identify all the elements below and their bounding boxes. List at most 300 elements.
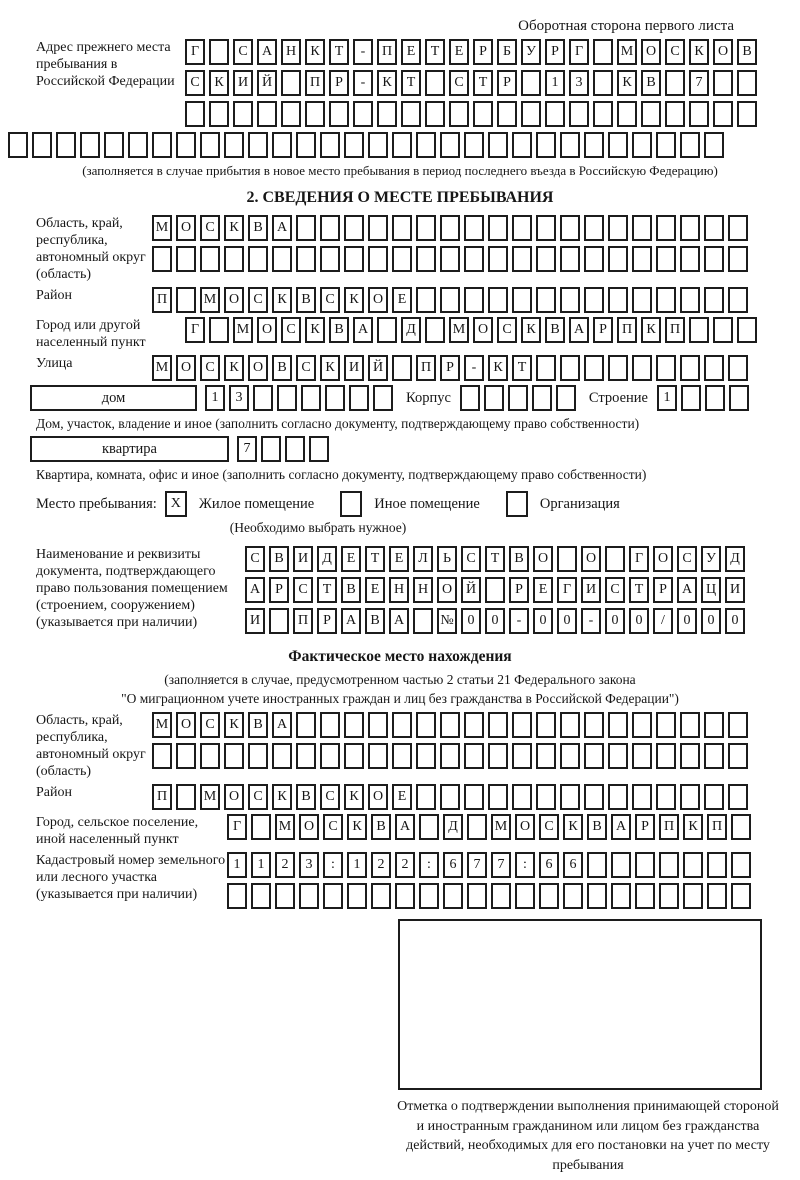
char-box[interactable]: Р xyxy=(329,70,349,96)
char-box[interactable] xyxy=(515,883,535,909)
char-box[interactable] xyxy=(536,215,556,241)
char-box[interactable]: 0 xyxy=(701,608,721,634)
char-box[interactable] xyxy=(641,101,661,127)
char-box[interactable] xyxy=(377,317,397,343)
house-type-box[interactable]: дом xyxy=(30,385,197,411)
char-box[interactable] xyxy=(560,132,580,158)
char-box[interactable] xyxy=(344,132,364,158)
char-box[interactable]: 7 xyxy=(689,70,709,96)
char-box[interactable] xyxy=(272,743,292,769)
char-box[interactable] xyxy=(200,246,220,272)
char-box[interactable]: Т xyxy=(512,355,532,381)
char-box[interactable]: К xyxy=(209,70,229,96)
char-box[interactable]: М xyxy=(152,215,172,241)
char-box[interactable] xyxy=(728,784,748,810)
char-box[interactable]: К xyxy=(224,712,244,738)
char-box[interactable]: В xyxy=(365,608,385,634)
char-box[interactable]: М xyxy=(449,317,469,343)
char-box[interactable] xyxy=(512,712,532,738)
char-box[interactable] xyxy=(539,883,559,909)
char-box[interactable] xyxy=(611,852,631,878)
char-box[interactable]: С xyxy=(200,215,220,241)
char-box[interactable] xyxy=(248,132,268,158)
char-box[interactable] xyxy=(704,287,724,313)
char-box[interactable] xyxy=(440,132,460,158)
char-box[interactable] xyxy=(560,355,580,381)
char-box[interactable]: М xyxy=(275,814,295,840)
char-box[interactable] xyxy=(731,814,751,840)
char-box[interactable]: М xyxy=(233,317,253,343)
char-box[interactable]: 1 xyxy=(657,385,677,411)
char-box[interactable]: К xyxy=(641,317,661,343)
char-box[interactable]: Н xyxy=(389,577,409,603)
char-box[interactable]: С xyxy=(185,70,205,96)
char-box[interactable] xyxy=(32,132,52,158)
char-box[interactable] xyxy=(392,246,412,272)
char-box[interactable] xyxy=(296,712,316,738)
char-box[interactable]: / xyxy=(653,608,673,634)
char-box[interactable] xyxy=(325,385,345,411)
char-box[interactable] xyxy=(392,355,412,381)
char-box[interactable]: К xyxy=(305,317,325,343)
char-box[interactable] xyxy=(587,883,607,909)
char-box[interactable] xyxy=(368,132,388,158)
char-box[interactable] xyxy=(556,385,576,411)
char-box[interactable]: А xyxy=(272,712,292,738)
char-box[interactable]: К xyxy=(224,355,244,381)
char-box[interactable] xyxy=(347,883,367,909)
char-box[interactable]: Р xyxy=(473,39,493,65)
char-box[interactable] xyxy=(632,246,652,272)
char-box[interactable]: К xyxy=(617,70,637,96)
char-box[interactable]: 3 xyxy=(569,70,589,96)
char-box[interactable]: 1 xyxy=(251,852,271,878)
char-box[interactable]: Е xyxy=(341,546,361,572)
char-box[interactable]: А xyxy=(272,215,292,241)
char-box[interactable]: 0 xyxy=(557,608,577,634)
char-box[interactable] xyxy=(584,215,604,241)
char-box[interactable]: В xyxy=(545,317,565,343)
char-box[interactable]: У xyxy=(701,546,721,572)
char-box[interactable] xyxy=(80,132,100,158)
char-box[interactable]: 0 xyxy=(677,608,697,634)
char-box[interactable] xyxy=(689,317,709,343)
apartment-type-box[interactable]: квартира xyxy=(30,436,229,462)
char-box[interactable]: В xyxy=(272,355,292,381)
char-box[interactable] xyxy=(593,101,613,127)
char-box[interactable] xyxy=(449,101,469,127)
char-box[interactable] xyxy=(704,132,724,158)
char-box[interactable] xyxy=(728,743,748,769)
char-box[interactable] xyxy=(281,70,301,96)
char-box[interactable] xyxy=(584,246,604,272)
char-box[interactable] xyxy=(632,132,652,158)
char-box[interactable]: С xyxy=(677,546,697,572)
char-box[interactable] xyxy=(635,852,655,878)
char-box[interactable] xyxy=(536,246,556,272)
char-box[interactable] xyxy=(608,287,628,313)
char-box[interactable] xyxy=(536,784,556,810)
char-box[interactable] xyxy=(632,355,652,381)
char-box[interactable]: О xyxy=(581,546,601,572)
char-box[interactable]: О xyxy=(641,39,661,65)
char-box[interactable]: П xyxy=(152,784,172,810)
char-box[interactable]: В xyxy=(269,546,289,572)
char-box[interactable]: С xyxy=(248,287,268,313)
char-box[interactable] xyxy=(176,743,196,769)
char-box[interactable]: Т xyxy=(473,70,493,96)
char-box[interactable] xyxy=(296,743,316,769)
char-box[interactable] xyxy=(488,712,508,738)
char-box[interactable]: О xyxy=(299,814,319,840)
char-box[interactable] xyxy=(704,712,724,738)
char-box[interactable] xyxy=(344,712,364,738)
char-box[interactable] xyxy=(488,246,508,272)
char-box[interactable] xyxy=(371,883,391,909)
char-box[interactable] xyxy=(440,215,460,241)
char-box[interactable] xyxy=(272,246,292,272)
char-box[interactable] xyxy=(689,101,709,127)
char-box[interactable]: 3 xyxy=(299,852,319,878)
char-box[interactable] xyxy=(635,883,655,909)
char-box[interactable]: Д xyxy=(443,814,463,840)
char-box[interactable] xyxy=(464,712,484,738)
char-box[interactable]: - xyxy=(464,355,484,381)
char-box[interactable]: П xyxy=(665,317,685,343)
char-box[interactable] xyxy=(584,287,604,313)
char-box[interactable]: О xyxy=(176,215,196,241)
char-box[interactable]: 6 xyxy=(563,852,583,878)
char-box[interactable]: 0 xyxy=(485,608,505,634)
char-box[interactable]: В xyxy=(329,317,349,343)
char-box[interactable] xyxy=(536,355,556,381)
char-box[interactable]: С xyxy=(605,577,625,603)
char-box[interactable] xyxy=(704,743,724,769)
char-box[interactable]: В xyxy=(509,546,529,572)
char-box[interactable] xyxy=(443,883,463,909)
char-box[interactable] xyxy=(632,287,652,313)
char-box[interactable] xyxy=(659,883,679,909)
char-box[interactable]: Р xyxy=(269,577,289,603)
char-box[interactable] xyxy=(536,743,556,769)
char-box[interactable] xyxy=(320,215,340,241)
char-box[interactable] xyxy=(251,814,271,840)
char-box[interactable] xyxy=(656,712,676,738)
char-box[interactable]: С xyxy=(200,712,220,738)
char-box[interactable] xyxy=(416,712,436,738)
char-box[interactable] xyxy=(320,743,340,769)
char-box[interactable] xyxy=(560,287,580,313)
char-box[interactable]: Р xyxy=(653,577,673,603)
char-box[interactable] xyxy=(560,246,580,272)
char-box[interactable] xyxy=(728,355,748,381)
char-box[interactable] xyxy=(301,385,321,411)
char-box[interactable]: Н xyxy=(413,577,433,603)
char-box[interactable] xyxy=(536,712,556,738)
char-box[interactable] xyxy=(176,287,196,313)
char-box[interactable] xyxy=(277,385,297,411)
char-box[interactable] xyxy=(416,287,436,313)
char-box[interactable]: Е xyxy=(401,39,421,65)
char-box[interactable] xyxy=(656,355,676,381)
char-box[interactable] xyxy=(299,883,319,909)
char-box[interactable] xyxy=(176,246,196,272)
char-box[interactable]: Е xyxy=(449,39,469,65)
char-box[interactable] xyxy=(296,246,316,272)
char-box[interactable] xyxy=(176,132,196,158)
char-box[interactable]: О xyxy=(533,546,553,572)
char-box[interactable] xyxy=(512,215,532,241)
char-box[interactable]: 6 xyxy=(539,852,559,878)
char-box[interactable] xyxy=(56,132,76,158)
char-box[interactable] xyxy=(344,215,364,241)
char-box[interactable]: С xyxy=(320,784,340,810)
char-box[interactable] xyxy=(320,132,340,158)
char-box[interactable] xyxy=(521,101,541,127)
char-box[interactable] xyxy=(569,101,589,127)
char-box[interactable] xyxy=(285,436,305,462)
char-box[interactable] xyxy=(488,215,508,241)
char-box[interactable]: М xyxy=(491,814,511,840)
char-box[interactable] xyxy=(176,784,196,810)
char-box[interactable] xyxy=(464,784,484,810)
char-box[interactable]: О xyxy=(653,546,673,572)
char-box[interactable] xyxy=(227,883,247,909)
char-box[interactable] xyxy=(392,712,412,738)
char-box[interactable] xyxy=(248,743,268,769)
char-box[interactable]: К xyxy=(377,70,397,96)
char-box[interactable] xyxy=(8,132,28,158)
char-box[interactable] xyxy=(632,743,652,769)
char-box[interactable] xyxy=(728,246,748,272)
char-box[interactable]: С xyxy=(323,814,343,840)
char-box[interactable]: Г xyxy=(557,577,577,603)
char-box[interactable] xyxy=(560,743,580,769)
char-box[interactable]: И xyxy=(245,608,265,634)
char-box[interactable] xyxy=(485,577,505,603)
char-box[interactable]: К xyxy=(683,814,703,840)
char-box[interactable]: П xyxy=(416,355,436,381)
char-box[interactable]: Ь xyxy=(437,546,457,572)
char-box[interactable] xyxy=(224,246,244,272)
char-box[interactable] xyxy=(185,101,205,127)
char-box[interactable]: Д xyxy=(317,546,337,572)
char-box[interactable]: 1 xyxy=(545,70,565,96)
char-box[interactable] xyxy=(705,385,725,411)
char-box[interactable] xyxy=(731,852,751,878)
char-box[interactable]: С xyxy=(245,546,265,572)
char-box[interactable]: Г xyxy=(569,39,589,65)
char-box[interactable]: П xyxy=(377,39,397,65)
char-box[interactable]: М xyxy=(152,355,172,381)
char-box[interactable] xyxy=(560,215,580,241)
char-box[interactable]: 0 xyxy=(605,608,625,634)
char-box[interactable] xyxy=(704,784,724,810)
char-box[interactable] xyxy=(368,743,388,769)
char-box[interactable] xyxy=(488,743,508,769)
char-box[interactable]: Р xyxy=(545,39,565,65)
char-box[interactable]: С xyxy=(320,287,340,313)
char-box[interactable] xyxy=(419,883,439,909)
char-box[interactable] xyxy=(728,287,748,313)
char-box[interactable] xyxy=(656,287,676,313)
char-box[interactable]: Т xyxy=(317,577,337,603)
char-box[interactable] xyxy=(484,385,504,411)
char-box[interactable]: М xyxy=(200,784,220,810)
char-box[interactable] xyxy=(536,287,556,313)
char-box[interactable] xyxy=(737,101,757,127)
char-box[interactable] xyxy=(233,101,253,127)
char-box[interactable] xyxy=(128,132,148,158)
char-box[interactable] xyxy=(587,852,607,878)
char-box[interactable] xyxy=(593,70,613,96)
char-box[interactable] xyxy=(584,743,604,769)
char-box[interactable] xyxy=(491,883,511,909)
char-box[interactable]: О xyxy=(368,784,388,810)
char-box[interactable]: О xyxy=(515,814,535,840)
char-box[interactable] xyxy=(737,317,757,343)
char-box[interactable] xyxy=(425,70,445,96)
char-box[interactable]: К xyxy=(347,814,367,840)
char-box[interactable] xyxy=(416,743,436,769)
char-box[interactable]: В xyxy=(341,577,361,603)
char-box[interactable]: 6 xyxy=(443,852,463,878)
char-box[interactable] xyxy=(704,246,724,272)
char-box[interactable]: Т xyxy=(365,546,385,572)
char-box[interactable] xyxy=(728,215,748,241)
char-box[interactable] xyxy=(353,101,373,127)
char-box[interactable] xyxy=(713,317,733,343)
char-box[interactable] xyxy=(737,70,757,96)
char-box[interactable]: Д xyxy=(725,546,745,572)
char-box[interactable] xyxy=(419,814,439,840)
char-box[interactable] xyxy=(656,784,676,810)
char-box[interactable] xyxy=(536,132,556,158)
char-box[interactable]: Т xyxy=(629,577,649,603)
char-box[interactable]: - xyxy=(509,608,529,634)
checkbox-other-premises[interactable] xyxy=(340,491,362,517)
char-box[interactable]: 2 xyxy=(275,852,295,878)
char-box[interactable] xyxy=(608,712,628,738)
char-box[interactable]: И xyxy=(725,577,745,603)
char-box[interactable] xyxy=(508,385,528,411)
char-box[interactable]: О xyxy=(713,39,733,65)
char-box[interactable]: Й xyxy=(461,577,481,603)
char-box[interactable]: А xyxy=(569,317,589,343)
char-box[interactable] xyxy=(416,215,436,241)
char-box[interactable] xyxy=(488,287,508,313)
char-box[interactable]: Р xyxy=(440,355,460,381)
char-box[interactable]: Е xyxy=(392,287,412,313)
char-box[interactable] xyxy=(320,246,340,272)
char-box[interactable] xyxy=(584,132,604,158)
char-box[interactable]: П xyxy=(293,608,313,634)
char-box[interactable] xyxy=(467,883,487,909)
char-box[interactable]: - xyxy=(353,39,373,65)
char-box[interactable]: 0 xyxy=(725,608,745,634)
char-box[interactable]: О xyxy=(176,712,196,738)
char-box[interactable] xyxy=(467,814,487,840)
char-box[interactable] xyxy=(557,546,577,572)
char-box[interactable] xyxy=(512,132,532,158)
char-box[interactable]: К xyxy=(272,784,292,810)
char-box[interactable] xyxy=(281,101,301,127)
char-box[interactable]: 7 xyxy=(467,852,487,878)
char-box[interactable]: Л xyxy=(413,546,433,572)
char-box[interactable] xyxy=(713,101,733,127)
char-box[interactable] xyxy=(257,101,277,127)
char-box[interactable]: В xyxy=(737,39,757,65)
char-box[interactable]: 1 xyxy=(227,852,247,878)
char-box[interactable]: Н xyxy=(281,39,301,65)
char-box[interactable] xyxy=(560,712,580,738)
char-box[interactable]: 3 xyxy=(229,385,249,411)
char-box[interactable]: Й xyxy=(257,70,277,96)
char-box[interactable]: И xyxy=(293,546,313,572)
char-box[interactable] xyxy=(395,883,415,909)
char-box[interactable]: Г xyxy=(185,317,205,343)
char-box[interactable]: С xyxy=(497,317,517,343)
char-box[interactable] xyxy=(728,712,748,738)
char-box[interactable]: О xyxy=(176,355,196,381)
char-box[interactable] xyxy=(401,101,421,127)
char-box[interactable] xyxy=(440,712,460,738)
char-box[interactable] xyxy=(665,101,685,127)
char-box[interactable]: 1 xyxy=(347,852,367,878)
char-box[interactable]: А xyxy=(257,39,277,65)
char-box[interactable] xyxy=(224,132,244,158)
char-box[interactable]: О xyxy=(224,784,244,810)
char-box[interactable] xyxy=(545,101,565,127)
char-box[interactable]: А xyxy=(389,608,409,634)
char-box[interactable] xyxy=(681,385,701,411)
char-box[interactable] xyxy=(425,101,445,127)
char-box[interactable]: А xyxy=(245,577,265,603)
char-box[interactable] xyxy=(440,784,460,810)
char-box[interactable] xyxy=(680,743,700,769)
char-box[interactable] xyxy=(416,246,436,272)
char-box[interactable] xyxy=(261,436,281,462)
char-box[interactable]: Е xyxy=(392,784,412,810)
char-box[interactable]: С xyxy=(461,546,481,572)
char-box[interactable] xyxy=(683,883,703,909)
char-box[interactable]: Е xyxy=(365,577,385,603)
char-box[interactable]: В xyxy=(296,784,316,810)
char-box[interactable]: С xyxy=(248,784,268,810)
char-box[interactable]: О xyxy=(437,577,457,603)
char-box[interactable] xyxy=(344,743,364,769)
char-box[interactable]: : xyxy=(515,852,535,878)
char-box[interactable] xyxy=(377,101,397,127)
char-box[interactable] xyxy=(656,215,676,241)
char-box[interactable] xyxy=(497,101,517,127)
char-box[interactable] xyxy=(209,101,229,127)
char-box[interactable]: П xyxy=(617,317,637,343)
char-box[interactable] xyxy=(275,883,295,909)
char-box[interactable] xyxy=(464,287,484,313)
char-box[interactable] xyxy=(488,132,508,158)
char-box[interactable]: И xyxy=(233,70,253,96)
char-box[interactable] xyxy=(605,546,625,572)
char-box[interactable]: И xyxy=(344,355,364,381)
char-box[interactable] xyxy=(368,712,388,738)
char-box[interactable] xyxy=(425,317,445,343)
char-box[interactable] xyxy=(656,743,676,769)
char-box[interactable]: М xyxy=(152,712,172,738)
char-box[interactable]: В xyxy=(248,215,268,241)
char-box[interactable]: К xyxy=(563,814,583,840)
char-box[interactable]: 0 xyxy=(533,608,553,634)
